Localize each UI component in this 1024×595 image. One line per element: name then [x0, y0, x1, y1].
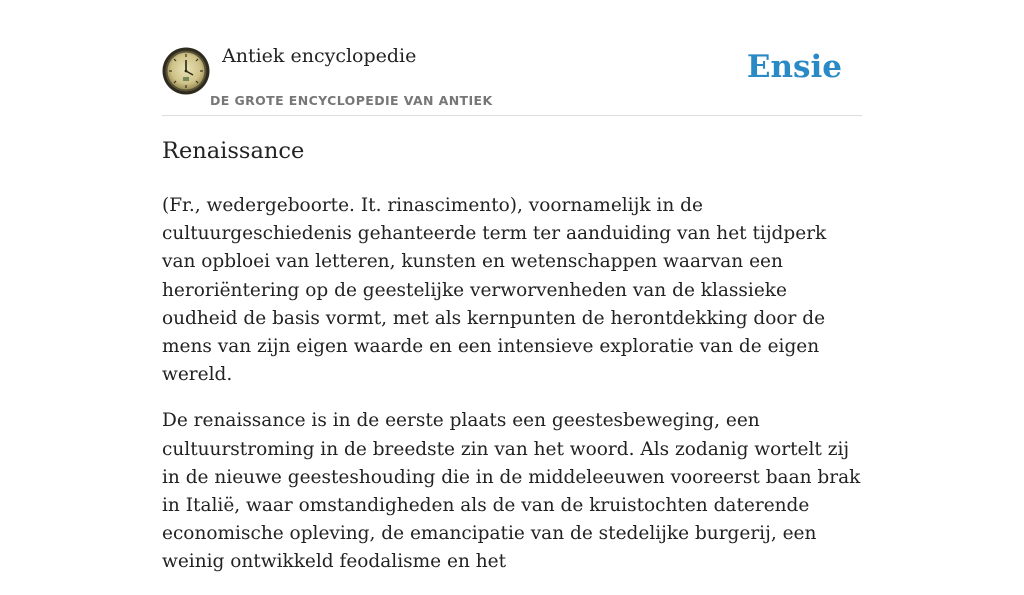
article-paragraph-2: De renaissance is in de eerste plaats een geestesbeweging, een cultuurstroming in de breedste zin van het woord. Als zodanig wortelt zij in de nieuwe geesteshouding die in de middeleeuwen vooreerst baan brak in Italië, waar omstandigheden als de van de kruistochten daterende economische opleving, de emancipatie van de stedelijke burgerij, een weinig ontwikkeld feodalisme en het [162, 410, 861, 573]
site-header [162, 0, 862, 116]
page-container [162, 0, 862, 573]
article-paragraph-1: (Fr., wedergeboorte. It. rinascimento), voornamelijk in de cultuurgeschiedenis gehanteerde term ter aanduiding van het tijdperk van opbloei van letteren, kunsten en wetenschappen waarvan een heroriëntering op de geestelijke verworvenheden van de klassieke oudheid de basis vormt, met als kernpunten de herontdekking door de mens van zijn eigen waarde en een intensieve exploratie van de eigen wereld. [162, 195, 827, 386]
article-body [162, 192, 864, 595]
clock-logo-icon[interactable] [162, 47, 210, 95]
ensie-brand-link[interactable]: Ensie [746, 49, 842, 85]
page-title: Renaissance [162, 138, 305, 164]
site-title[interactable]: Antiek encyclopedie [222, 45, 417, 67]
site-subtitle: DE GROTE ENCYCLOPEDIE VAN ANTIEK [210, 93, 493, 108]
